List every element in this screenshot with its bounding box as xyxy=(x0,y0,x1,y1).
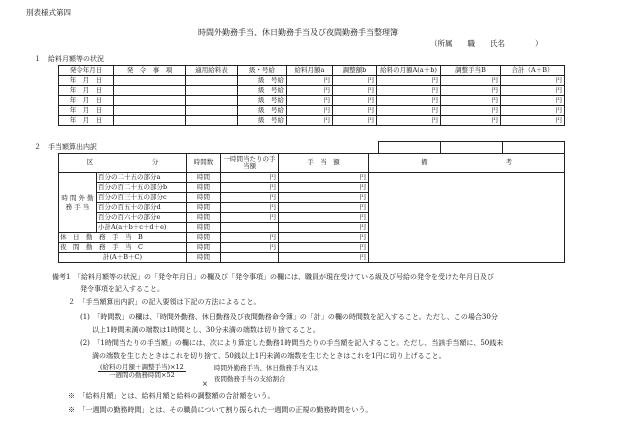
cell-hours: 時間 xyxy=(187,233,221,243)
total-label: 計(A＋B＋C) xyxy=(59,253,187,263)
col-monthly: 給料月額a xyxy=(287,66,333,76)
allowance-breakdown-table xyxy=(58,153,565,263)
col-date: 発令年月日 xyxy=(59,66,114,76)
cell-hours: 時間 xyxy=(187,173,221,183)
cell-B: 円 xyxy=(441,76,501,86)
cell-grade: 級 号給 xyxy=(238,96,287,106)
col-salary-A: 給料の月額A(a＋b) xyxy=(377,66,441,76)
blank-box xyxy=(503,142,565,154)
cell-grade: 級 号給 xyxy=(238,116,287,126)
cell-A: 円 xyxy=(377,76,441,86)
cell-B: 円 xyxy=(441,96,501,106)
formula-numerator: (給料の月額＋調整手当)×12 xyxy=(100,363,184,371)
cell-amount: 円 xyxy=(279,173,369,183)
note-2-2b: 満の端数を生じたときはこれを切り捨て、50銭以上1円未満の端数を生じたときはこれを1円に切り上げること。 xyxy=(92,352,446,360)
section1-heading: １ 給料月額等の状況 xyxy=(34,55,104,63)
cell-hours: 時間 xyxy=(187,243,221,253)
cell-b: 円 xyxy=(333,76,377,86)
cell-amount: 円 xyxy=(279,213,369,223)
col-hours: 時間数 xyxy=(187,154,221,173)
table-row xyxy=(59,116,565,126)
cell-a: 円 xyxy=(287,106,333,116)
cell-matter xyxy=(114,76,186,86)
cell-rate: 円 xyxy=(221,213,279,223)
cell-hours: 時間 xyxy=(187,213,221,223)
cell-matter xyxy=(114,86,186,96)
holiday-label: 休 日 勤 務 手 当 B xyxy=(59,233,187,243)
cell-amount: 円 xyxy=(279,223,369,233)
table-row xyxy=(59,106,565,116)
col-amount: 手 当 額 xyxy=(279,154,369,173)
table-row xyxy=(59,86,565,96)
col-kubun: 区 分 xyxy=(59,154,187,173)
blank-box xyxy=(379,142,441,154)
row-label: 百分の百六十の部分e xyxy=(97,213,187,223)
cell-hours: 時間 xyxy=(187,223,221,233)
col-adjust: 調整額b xyxy=(333,66,377,76)
formula-fraction xyxy=(98,364,186,380)
cell-date: 年 月 日 xyxy=(59,96,114,106)
cell-rate: 円 xyxy=(221,173,279,183)
cell-amount: 円 xyxy=(279,243,369,253)
cell-b: 円 xyxy=(333,96,377,106)
cell-grade: 級 号給 xyxy=(238,86,287,96)
cell-B: 円 xyxy=(441,86,501,96)
cell-A: 円 xyxy=(377,86,441,96)
cell-hours: 時間 xyxy=(187,253,221,263)
night-label: 夜 間 勤 務 手 当 C xyxy=(59,243,187,253)
cell-sum: 円 xyxy=(501,106,565,116)
section2-heading: ２ 手当額算出内訳 xyxy=(34,143,97,151)
cell-date: 年 月 日 xyxy=(59,76,114,86)
cell-amount: 円 xyxy=(279,253,369,263)
salary-status-table xyxy=(58,65,565,126)
col-grade: 級・号給 xyxy=(238,66,287,76)
cell-date: 年 月 日 xyxy=(59,106,114,116)
remarks-cell xyxy=(369,173,565,263)
cell-rate: 円 xyxy=(221,183,279,193)
cell-A: 円 xyxy=(377,116,441,126)
note-1b: 発令事項を記入すること。 xyxy=(80,285,164,293)
note-2-2a: (2) 「1時間当たりの手当額」の欄には、次により算定した勤務1時間当たりの手当額を記入すること。ただし、当該手当額に、50銭未 xyxy=(80,339,504,347)
breakdown-header-row xyxy=(59,154,565,173)
row-label: 百分の百五十の部分d xyxy=(97,203,187,213)
cell-hours: 時間 xyxy=(187,183,221,193)
cell-matter xyxy=(114,106,186,116)
cell-table xyxy=(186,116,238,126)
cell-sum: 円 xyxy=(501,96,565,106)
col-table: 適用給料表 xyxy=(186,66,238,76)
cell-amount: 円 xyxy=(279,233,369,243)
col-allowance-B: 調整手当B xyxy=(441,66,501,76)
table-row xyxy=(59,96,565,106)
cell-rate: 円 xyxy=(221,243,279,253)
cell-A: 円 xyxy=(377,96,441,106)
form-label: 別表様式第四 xyxy=(26,8,71,17)
formula-ratio-line1: 時間外勤務手当、休日勤務手当又は xyxy=(214,364,318,372)
note-2-1b: 以上1時間未満の端数は1時間とし、30分未満の端数は切り捨てること。 xyxy=(92,326,320,334)
table-row xyxy=(59,173,565,183)
cell-amount: 円 xyxy=(279,183,369,193)
formula-ratio-line2: 夜間勤務手当の支給割合 xyxy=(214,375,286,383)
row-label: 小計A(a＋b＋c＋d＋e) xyxy=(97,223,187,233)
col-remarks: 備 考 xyxy=(369,154,565,173)
row-label: 百分の百二十五の部分b xyxy=(97,183,187,193)
note-4: ※ 「一週間の勤務時間」とは、その職員について割り振られた一週間の正規の勤務時間をいう。 xyxy=(68,406,373,414)
affiliation-line: （所属 職 氏名 ） xyxy=(430,39,543,48)
cell-date: 年 月 日 xyxy=(59,86,114,96)
cell-rate: 円 xyxy=(221,233,279,243)
document-title: 時間外勤務手当、休日勤務手当及び夜間勤務手当整理簿 xyxy=(198,28,398,37)
cell-grade: 級 号給 xyxy=(238,76,287,86)
cell-grade: 級 号給 xyxy=(238,106,287,116)
cell-table xyxy=(186,86,238,96)
cell-B: 円 xyxy=(441,116,501,126)
cell-table xyxy=(186,96,238,106)
cell-date: 年 月 日 xyxy=(59,116,114,126)
formula-denominator: 一週間の勤務時間×52 xyxy=(109,371,175,380)
table-row xyxy=(59,76,565,86)
cell-rate xyxy=(221,223,279,233)
cell-a: 円 xyxy=(287,86,333,96)
cell-sum: 円 xyxy=(501,116,565,126)
cell-a: 円 xyxy=(287,76,333,86)
note-3: ※ 「給料月額」とは、給料月額と給料の調整額の合計額をいう。 xyxy=(68,392,275,400)
cell-b: 円 xyxy=(333,106,377,116)
cell-A: 円 xyxy=(377,106,441,116)
cell-sum: 円 xyxy=(501,76,565,86)
note-1a: 備考1 「給料月額等の状況」の「発令年月日」の欄及び「発令事項」の欄には、職員が現在受けている級及び号給の発令を受けた年月日及び xyxy=(52,273,494,281)
row-label: 百分の二十五の部分a xyxy=(97,173,187,183)
cell-B: 円 xyxy=(441,106,501,116)
cell-sum: 円 xyxy=(501,86,565,96)
note-2: ２ 「手当額算出内訳」の記入要領は下記の方法によること。 xyxy=(68,298,261,306)
overtime-label: 時 間 外 勤 務 手 当 xyxy=(59,173,97,233)
cell-a: 円 xyxy=(287,116,333,126)
col-matter: 発 令 事 項 xyxy=(114,66,186,76)
row-label: 百分の百三十五の部分c xyxy=(97,193,187,203)
cell-table xyxy=(186,106,238,116)
cell-amount: 円 xyxy=(279,203,369,213)
cell-b: 円 xyxy=(333,116,377,126)
cell-matter xyxy=(114,96,186,106)
cell-rate xyxy=(221,253,279,263)
cell-matter xyxy=(114,116,186,126)
cell-hours: 時間 xyxy=(187,203,221,213)
cell-b: 円 xyxy=(333,86,377,96)
formula-times: × xyxy=(202,380,208,388)
note-2-1a: (1) 「時間数」の欄は、「時間外勤務、休日勤務及び夜間勤務命令簿」の「計」の欄の時間数を記入すること。ただし、この場合30分 xyxy=(80,313,498,321)
cell-rate: 円 xyxy=(221,193,279,203)
blank-box xyxy=(441,142,503,154)
cell-a: 円 xyxy=(287,96,333,106)
salary-header-row xyxy=(59,66,565,76)
cell-amount: 円 xyxy=(279,193,369,203)
cell-hours: 時間 xyxy=(187,193,221,203)
col-total: 合計（A＋B） xyxy=(501,66,565,76)
cell-rate: 円 xyxy=(221,203,279,213)
col-rate: 一時間当たりの手当額 xyxy=(221,154,279,173)
cell-table xyxy=(186,76,238,86)
